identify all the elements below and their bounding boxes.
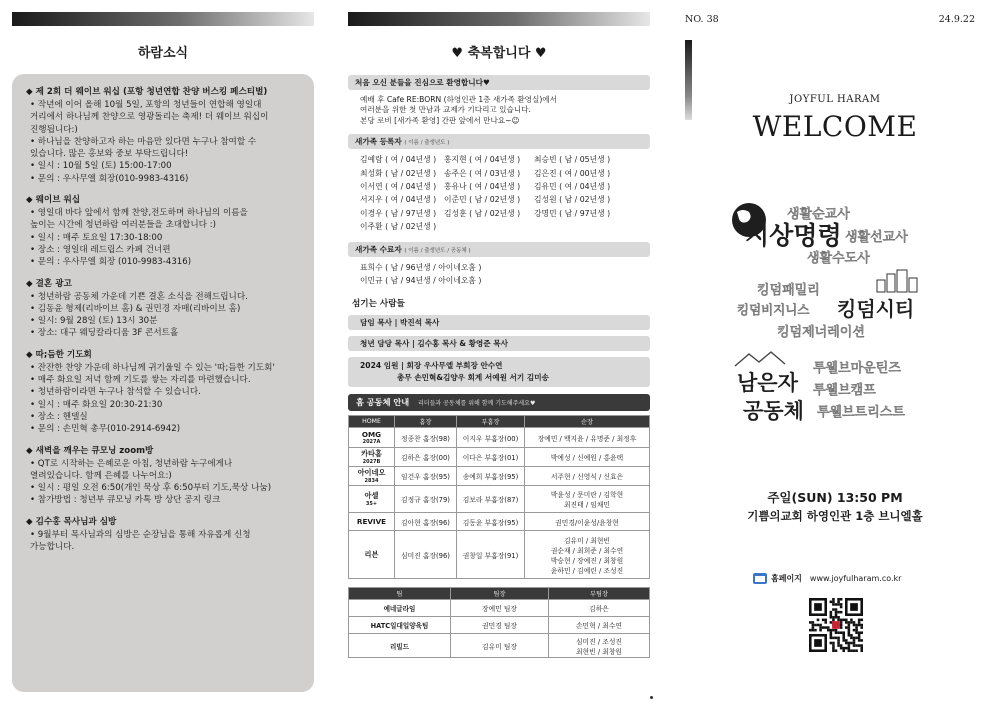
home-row (349, 467, 650, 486)
newfam-entry: 홍유나 ( 여 / 04년생 ) (444, 182, 521, 192)
home-leader: 심미진 홈장(96) (395, 531, 457, 579)
home-header-row (349, 416, 650, 428)
newfam-entry: 강명민 ( 남 / 97년생 ) (534, 208, 611, 218)
home-vice: 이지우 부홈장(00) (457, 428, 525, 448)
welcome-line: 여러분을 위한 첫 만남과 교제가 기다리고 있습니다. (360, 105, 531, 115)
home-row (349, 531, 650, 579)
welcome-line: 본당 로비 [새가족 환영] 간판 앞에서 만나요~☺ (360, 115, 520, 125)
home-vice: 이다은 부홈장(01) (457, 448, 525, 467)
home-name: OMG (361, 430, 382, 440)
home-name: 아이네오 (357, 468, 386, 478)
home-row (349, 486, 650, 513)
logo3-small-2: 투웰브캠프 (813, 383, 876, 398)
news-line: • 일시 : 매주 토요일 17:30-18:00 (30, 232, 163, 243)
news-line: 진행됩니다:) (30, 124, 78, 135)
news-line: • 일시: 9월 28일 (토) 13시 30분 (30, 316, 158, 327)
grad-list (348, 261, 650, 288)
home-vice: 김보라 부홈장(87) (457, 486, 525, 513)
logo2-small-1: 킹덤패밀리 (757, 283, 820, 298)
news-heading: ◆ 결혼 광고 (26, 278, 72, 289)
home-row (349, 513, 650, 531)
team-row (349, 600, 650, 617)
logo3-big-2: 공동체 (743, 399, 804, 423)
home-sun-cell (525, 513, 650, 531)
home-sun-line: 권순재 / 최희준 / 최수연 (550, 546, 624, 555)
vertical-bar (685, 40, 692, 120)
news-item (26, 516, 304, 554)
home-sun-line: 서주현 / 신영식 / 신효은 (550, 473, 624, 482)
home-sun-line: 윤하민 / 김예린 / 조성진 (550, 566, 624, 575)
mountain-icon (735, 352, 785, 366)
role-bar: 담임 목사 | 박진석 목사 (348, 315, 650, 330)
home-gen: 2027A (362, 439, 381, 446)
welcome-text (348, 95, 650, 126)
newfam-list (348, 153, 650, 233)
issue-date: 24.9.22 (938, 14, 975, 25)
team-header-cell: 부팀장 (549, 588, 650, 600)
home-sun-cell (525, 428, 650, 448)
team-header-cell: 팀 (349, 588, 451, 600)
home-sun-line: 박승현 / 장예진 / 최창원 (550, 556, 624, 565)
home-table (348, 415, 650, 579)
news-line: • 문의 : 손민혁 총무(010-2914-6942) (30, 424, 181, 435)
home-bar-sub: 리더들과 공동체를 위해 함께 기도해주세요♥ (418, 400, 536, 408)
home-gen: 2834 (364, 478, 379, 485)
news-line: • 매주 화요일 저녁 함께 기도를 쌓는 자리를 마련했습니다. (30, 375, 251, 386)
home-name-cell (349, 486, 395, 513)
team-name: HATC일대일양육팀 (349, 617, 451, 634)
news-line: • 참가방법 : 청년부 큐모닝 카톡 방 상단 공지 링크 (30, 495, 221, 506)
team-header-cell: 팀장 (451, 588, 549, 600)
home-gen: 2027B (362, 459, 381, 466)
officers-bar (348, 357, 650, 387)
home-sun-line: 최진태 / 임채민 (563, 501, 610, 510)
news-item (26, 445, 304, 507)
home-name-cell (349, 448, 395, 467)
officers-line: 총무 손민혁&김양우 회계 서예원 서기 김미송 (397, 373, 549, 383)
newfam-entry: 송주은 ( 여 / 03년생 ) (444, 168, 521, 178)
team-vice-line: 김하은 (589, 605, 609, 614)
logo2-small-2: 킹덤비지니스 (737, 302, 810, 317)
team-vice-cell (549, 634, 650, 658)
header-bar (348, 12, 650, 26)
newfam-entry: 김유민 ( 여 / 04년생 ) (534, 182, 611, 192)
home-header-cell: 순장 (525, 416, 650, 428)
home-sun-line: 김유미 / 최현빈 (563, 536, 610, 545)
newfam-entry: 최승빈 ( 남 / 05년생 ) (534, 155, 611, 165)
home-name: 아셀 (364, 491, 379, 501)
logo1-big: 지상명령 (745, 221, 842, 250)
news-line: • 9월부터 목사님과의 심방은 순장님을 통해 자유롭게 신청 (30, 529, 251, 540)
blessing-column (348, 12, 650, 658)
home-sun-line: 장예민 / 백지윤 / 유명준 / 최정후 (537, 434, 637, 443)
news-line: 열려있습니다. 함께 은혜를 나누어요:) (30, 470, 172, 481)
team-leader: 김유미 팀장 (451, 634, 549, 658)
news-line: • 일시 : 매주 화요일 20:30-21:30 (30, 399, 163, 410)
worship-time: 주일(SUN) 13:50 PM (767, 490, 903, 505)
home-leader: 김하은 홈장(00) (395, 448, 457, 467)
home-name: 카타홈 (361, 449, 382, 459)
joyful-haram: JOYFUL HARAM (789, 94, 881, 105)
home-sun-line: 박윤성 / 문미란 / 김학현 (550, 491, 624, 500)
news-item (26, 194, 304, 268)
home-vice: 김동윤 부홈장(95) (457, 513, 525, 531)
home-name-cell (349, 513, 395, 531)
news-line: • 일시 : 10월 5일 (토) 15:00-17:00 (30, 161, 172, 172)
kingdom-city-logo (727, 268, 957, 340)
news-heading: ◆ 웨이브 워십 (26, 195, 81, 206)
home-vice: 권창일 부홈장(91) (457, 531, 525, 579)
home-row (349, 448, 650, 467)
team-table (348, 587, 650, 658)
home-sun-line: 박예성 / 신예원 / 홍윤택 (550, 454, 624, 463)
news-column (12, 12, 314, 61)
news-line: • 하나님을 찬양하고자 하는 마음만 있다면 누구나 참여할 수 (30, 136, 257, 147)
home-leader: 김아현 홈장(96) (395, 513, 457, 531)
newfam-entry: 최성화 ( 남 / 02년생 ) (360, 168, 437, 178)
home-leader: 김정규 홈장(79) (395, 486, 457, 513)
homepage-label: 홈페이지 (771, 574, 802, 583)
news-line: • 작년에 이어 올해 10월 5일, 포항의 청년들이 연합해 영일대 (30, 100, 262, 110)
welcome-title: WELCOME (752, 110, 918, 143)
logo1-small-2: 생활선교사 (845, 230, 908, 245)
team-vice-line: 손민혁 / 최수연 (575, 622, 622, 631)
logo3-small-3: 투웰브트리스트 (817, 405, 905, 420)
newfam-label: 새가족 등록자 (355, 137, 402, 147)
news-line: • 잔잔한 찬양 가운데 하나님께 귀기울일 수 있는 '따;듬한 기도회' (30, 362, 275, 373)
header-bar (12, 12, 314, 26)
worship-place: 기쁨의교회 하영인관 1층 브니엘홀 (747, 509, 923, 523)
home-sun-cell (525, 467, 650, 486)
news-item (26, 349, 304, 436)
welcome-line: 예배 후 Cafe RE:BORN (하영인관 1층 새가족 환영실)에서 (360, 95, 557, 104)
newfam-entry: 김은진 ( 여 / 00년생 ) (534, 168, 611, 178)
team-row (349, 634, 650, 658)
qr-code-icon[interactable] (809, 598, 863, 652)
news-line: • 일시 : 평일 오전 6:50(개인 묵상 후 6:50부터 기도,묵상 나눔) (30, 483, 272, 494)
fold-mark (650, 696, 653, 699)
cover-column (685, 0, 985, 706)
newfam-entry: 김성원 ( 남 / 02년생 ) (534, 195, 611, 205)
home-header-cell: 부홈장 (457, 416, 525, 428)
news-line: • 장소 : 영일대 레드립스 카페 건너편 (30, 244, 171, 255)
home-leader: 정종찬 홈장(98) (395, 428, 457, 448)
home-vice: 송예희 부홈장(95) (457, 467, 525, 486)
news-line: • 김동윤 형제(리바이브 홈) & 권민경 자매(리바이브 홈) (30, 303, 241, 314)
team-leader: 장예민 팀장 (451, 600, 549, 617)
role-bar: 청년 담당 목사 | 김수홍 목사 & 황영준 목사 (348, 336, 650, 351)
team-row (349, 617, 650, 634)
servers-title: 섬기는 사람들 (352, 299, 405, 310)
blessing-title: ♥ 축복합니다 ♥ (451, 46, 547, 61)
grad-label: 새가족 수료자 (355, 244, 402, 254)
team-name: 예네글라임 (349, 600, 451, 617)
newfam-entry: 이준민 ( 남 / 02년생 ) (444, 195, 521, 205)
news-line: • 장소 : 헨델실 (30, 411, 88, 422)
issue-number: NO. 38 (685, 14, 719, 25)
team-name: 리빌드 (349, 634, 451, 658)
city-skyline-icon (877, 270, 917, 292)
news-item (26, 278, 304, 340)
team-header-row (349, 588, 650, 600)
grad-entry: 표희수 ( 남 / 96년생 / 아이네오홈 ) (360, 262, 482, 272)
news-heading: ◆ 따;듬한 기도회 (26, 349, 92, 360)
home-name: 리븐 (364, 549, 379, 559)
news-heading: ◆ 새벽을 깨우는 큐모닝 zoom방 (26, 445, 154, 456)
news-heading: ◆ 제 2회 더 웨이브 워십 (포항 청년연합 찬양 버스킹 페스티벌) (26, 87, 268, 97)
newfam-entry: 이서연 ( 여 / 04년생 ) (360, 182, 437, 192)
home-bar (348, 394, 650, 411)
home-bar-label: 홈 공동체 안내 (356, 397, 410, 408)
team-vice-line: 심미진 / 조성진 (575, 637, 622, 646)
team-vice-cell (549, 617, 650, 634)
home-header-cell: HOME (349, 416, 395, 428)
homepage[interactable] (753, 573, 901, 584)
welcome-bar: 처음 오신 분들을 진심으로 환영합니다♥ (348, 75, 650, 90)
news-line: • 청년하람 공동체 가운데 기쁜 결혼 소식을 전해드립니다. (30, 291, 248, 302)
team-vice-cell (549, 600, 650, 617)
grad-bar (348, 242, 650, 257)
newfam-entry: 홍지현 ( 여 / 04년생 ) (444, 155, 521, 165)
home-name-cell (349, 467, 395, 486)
browser-icon (753, 573, 767, 584)
officers-line: 2024 임원 | 회장 우사무엘 부회장 안수연 (360, 361, 503, 371)
news-line: • 청년하람이라면 누구나 참석할 수 있습니다. (30, 387, 201, 398)
news-line: • 영일대 바다 앞에서 함께 찬양,전도하며 하나님의 이름을 (30, 208, 248, 219)
logo2-big: 킹덤시티 (837, 297, 915, 321)
news-line: 거리에서 하나님께 찬양으로 영광돌리는 축제! 더 웨이브 워십이 (30, 112, 269, 123)
news-heading: ◆ 김수홍 목사님과 심방 (26, 516, 117, 527)
home-header-cell: 홈장 (395, 416, 457, 428)
home-sun-cell (525, 486, 650, 513)
homepage-url[interactable]: www.joyfulharam.co.kr (809, 574, 902, 583)
home-sun-cell (525, 531, 650, 579)
news-line: 높이는 시간에 청년하람 여러분들을 초대합니다 :) (30, 220, 216, 231)
news-title: 하람소식 (137, 46, 189, 61)
grad-entry: 이민규 ( 남 / 94년생 / 아이네오홈 ) (360, 276, 482, 286)
remnant-logo (727, 346, 957, 426)
grad-sub: ( 이름 / 출생년도 / 공동체 ) (404, 247, 471, 254)
news-line: 가능합니다. (30, 542, 75, 553)
home-row (349, 428, 650, 448)
newfam-entry: 이주환 ( 남 / 02년생 ) (360, 222, 437, 232)
team-leader: 권민경 팀장 (451, 617, 549, 634)
logo1-small-1: 생활순교사 (787, 207, 850, 222)
roles (348, 315, 650, 387)
newfam-entry: 김성훈 ( 남 / 02년생 ) (444, 208, 521, 218)
newfam-entry: 이경우 ( 남 / 97년생 ) (360, 208, 437, 218)
newfam-entry: 김예람 ( 여 / 04년생 ) (360, 155, 437, 165)
great-commission-logo (727, 196, 957, 266)
logo3-small-1: 투웰브마운틴즈 (813, 361, 901, 376)
home-sun-line: 권민경/이윤성/윤창현 (555, 518, 619, 527)
home-sun-cell (525, 448, 650, 467)
news-line: • 장소: 대구 웨딩칼라디움 3F 콘서트홀 (30, 328, 179, 339)
home-name-cell (349, 428, 395, 448)
logo2-small-3: 킹덤제너레이션 (777, 325, 865, 340)
logo1-small-3: 생활수도사 (807, 251, 870, 266)
logo3-big-1: 남은자 (737, 371, 798, 395)
news-line: • QT로 시작하는 은혜로운 아침, 청년하람 누구에게나 (30, 458, 233, 469)
team-vice-line: 최현빈 / 최창원 (575, 647, 622, 656)
home-name: REVIVE (356, 517, 387, 527)
news-line: • 문의 : 우사무엘 회장 (010-9983-4316) (30, 257, 192, 268)
newfam-sub: ( 이름 / 출생년도 ) (404, 140, 450, 147)
news-line: 있습니다. 많은 홍보와 중보 부탁드립니다! (30, 149, 189, 160)
news-line: • 문의 : 우사무엘 회장(010-9983-4316) (30, 173, 189, 184)
newfam-entry: 서지우 ( 여 / 04년생 ) (360, 195, 437, 205)
home-leader: 임건우 홈장(95) (395, 467, 457, 486)
news-item (26, 86, 304, 185)
home-name-cell (349, 531, 395, 579)
home-gen: 35+ (365, 501, 378, 508)
newfam-bar (348, 134, 650, 149)
news-box (12, 74, 314, 692)
